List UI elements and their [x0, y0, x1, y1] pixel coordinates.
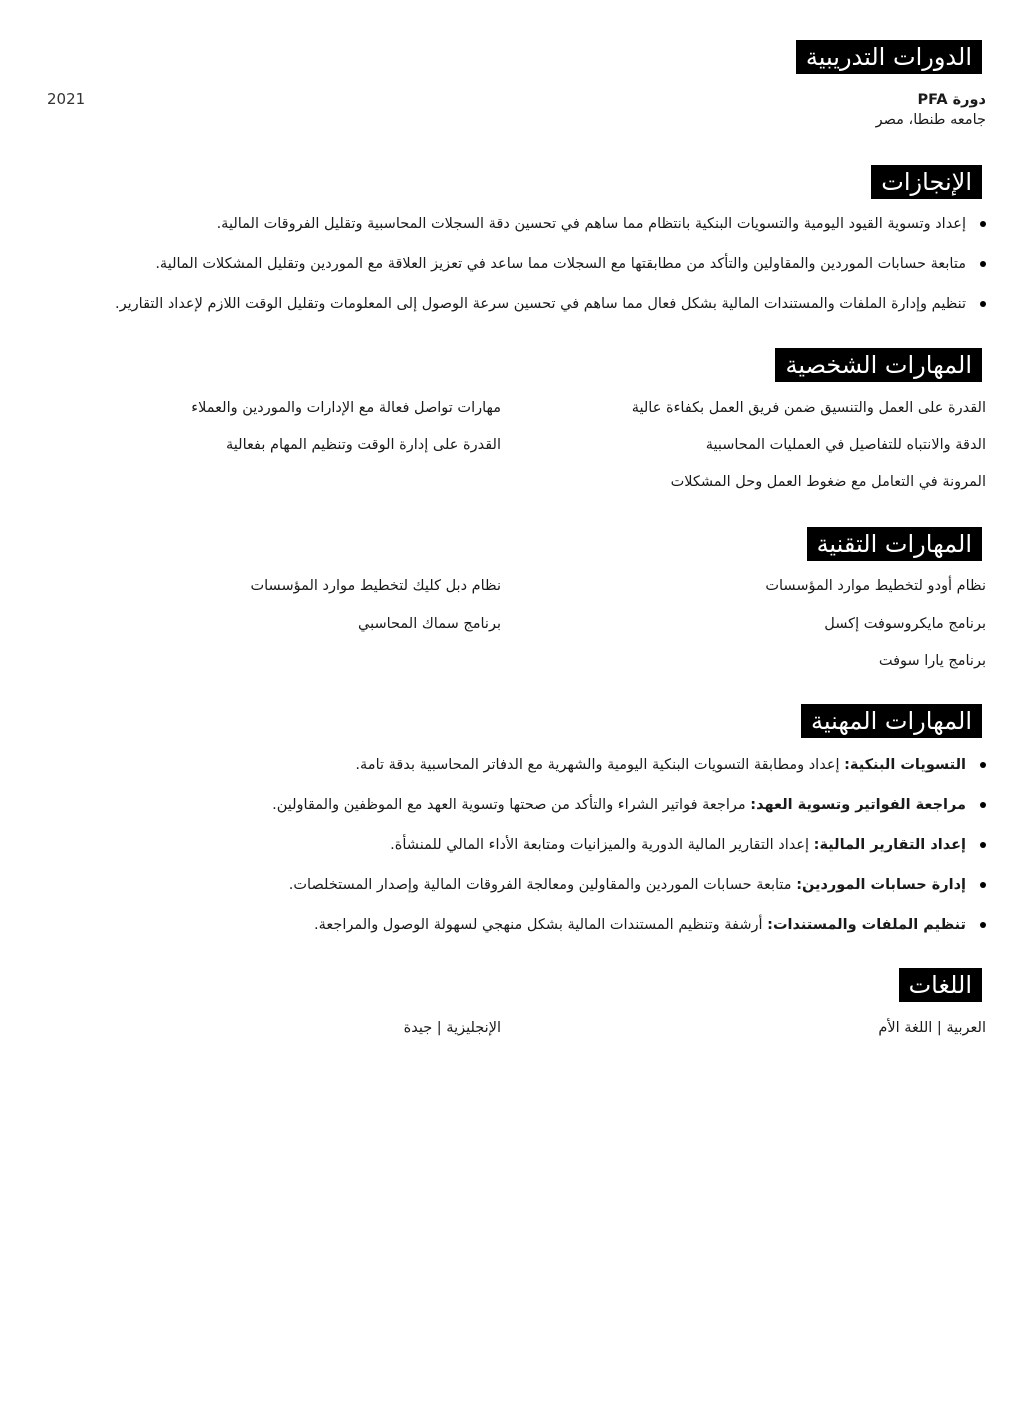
section-heading-professional-skills: المهارات المهنية — [801, 704, 982, 738]
list-item: العربية | اللغة الأم — [878, 1020, 986, 1036]
list-item: المرونة في التعامل مع ضغوط العمل وحل المشكلات — [670, 474, 986, 490]
list-item: إدارة حسابات الموردين: متابعة حسابات الموردين والمقاولين ومعالجة الفروقات المالية وإصدار المستخلصات. — [289, 875, 986, 895]
list-item: الإنجليزية | جيدة — [403, 1020, 501, 1036]
list-item: برنامج سماك المحاسبي — [358, 616, 501, 632]
bullet-icon — [980, 802, 986, 808]
section-heading-languages: اللغات — [899, 968, 982, 1002]
section-heading-training: الدورات التدريبية — [796, 40, 982, 74]
list-item: القدرة على إدارة الوقت وتنظيم المهام بفعالية — [226, 437, 501, 453]
course-year: 2021 — [47, 90, 86, 108]
list-item: تنظيم الملفات والمستندات: أرشفة وتنظيم المستندات المالية بشكل منهجي لسهولة الوصول والمراجعة. — [314, 915, 986, 935]
list-item: مهارات تواصل فعالة مع الإدارات والموردين والعملاء — [191, 400, 501, 416]
section-heading-achievements: الإنجازات — [871, 165, 982, 199]
section-heading-personal-skills: المهارات الشخصية — [775, 348, 982, 382]
bullet-icon — [980, 301, 986, 307]
list-item: الدقة والانتباه للتفاصيل في العمليات المحاسبية — [705, 437, 986, 453]
bullet-icon — [980, 221, 986, 227]
list-item: مراجعة الفواتير وتسوية العهد: مراجعة فواتير الشراء والتأكد من صحتها وتسوية العهد مع الموظفين والمقاولين. — [272, 795, 986, 815]
list-item: التسويات البنكية: إعداد ومطابقة التسويات البنكية اليومية والشهرية مع الدفاتر المحاسبية بدقة تامة. — [355, 755, 986, 775]
list-item: برنامج يارا سوفت — [878, 653, 986, 669]
list-item: إعداد وتسوية القيود اليومية والتسويات البنكية بانتظام مما ساهم في تحسين دقة السجلات المحاسبية وتقليل الفروقات المالية. — [217, 214, 986, 234]
list-item: القدرة على العمل والتنسيق ضمن فريق العمل بكفاءة عالية — [631, 400, 986, 416]
list-item: نظام دبل كليك لتخطيط موارد المؤسسات — [250, 578, 501, 594]
bullet-icon — [980, 762, 986, 768]
bullet-icon — [980, 261, 986, 267]
bullet-icon — [980, 842, 986, 848]
list-item: تنظيم وإدارة الملفات والمستندات المالية بشكل فعال مما ساهم في تحسين سرعة الوصول إلى المعلومات وتقليل الوقت اللازم لإعداد التقارير. — [115, 294, 986, 314]
section-heading-technical-skills: المهارات التقنية — [807, 527, 982, 561]
bullet-icon — [980, 882, 986, 888]
list-item: إعداد التقارير المالية: إعداد التقارير المالية الدورية والميزانيات ومتابعة الأداء المالي للمنشأة. — [390, 835, 986, 855]
course-title: دورة PFA — [917, 92, 986, 108]
course-place: جامعه طنطا، مصر — [875, 112, 986, 128]
list-item: برنامج مايكروسوفت إكسل — [824, 616, 986, 632]
list-item: متابعة حسابات الموردين والمقاولين والتأكد من مطابقتها مع السجلات مما ساعد في تعزيز العلاقة مع الموردين وتقليل المشكلات المالية. — [155, 254, 986, 274]
bullet-icon — [980, 922, 986, 928]
list-item: نظام أودو لتخطيط موارد المؤسسات — [765, 578, 986, 594]
